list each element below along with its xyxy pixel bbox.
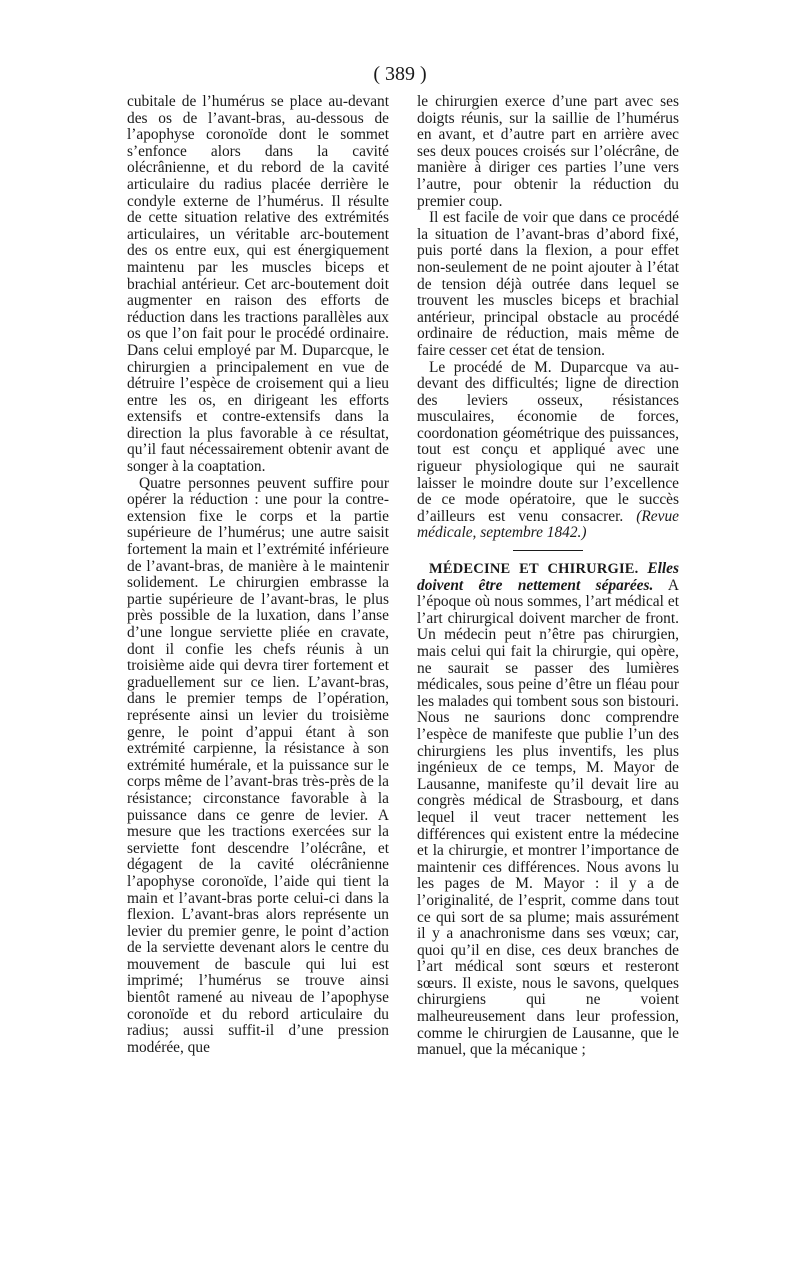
section-subtitle: Elles doivent être nettement séparées.: [417, 560, 679, 594]
right-paragraph-1: le chirurgien exerce d’une part avec ses doigts réunis, sur la saillie de l’humérus en avant, et d’autre part en arrière avec ses deux pouces croisés sur l’olécrâne, de manière à diriger ces parties l’une vers l’autre, pour obtenir la réduction du premier coup.: [417, 93, 679, 210]
section-divider: [513, 550, 583, 551]
source-citation: (Revue médicale, septembre 1842.): [417, 507, 679, 542]
right-paragraph-2: Il est facile de voir que dans ce procédé la situation de l’avant-bras d’abord fixé, puis porté dans la flexion, a pour effet non-seulement de ne point ajouter à l’état de tension déjà outrée dans lequel se trouvent les muscles biceps et brachial antérieur, principal obstacle au procédé ordinaire de réduction, mais même de faire cesser cet état de tension.: [417, 209, 679, 359]
left-column: [127, 94, 389, 1056]
section-heading: MÉDECINE ET CHIRURGIE.: [429, 561, 639, 578]
right-paragraph-3: [417, 360, 679, 543]
left-paragraph-1: cubitale de l’humérus se place au-devant des os de l’avant-bras, au-dessous de l’apophyse coronoïde dont le sommet s’enfonce alors dans la cavité olécrânienne, et du rebord de la cavité articulaire du radius placée derrière le condyle externe de l’humérus. Il résulte de cette situation relative des extrémités articulaires, un véritable arc-boutement des os entre eux, qui est énergiquement maintenu par les muscles biceps et brachial antérieur. Cet arc-boutement doit augmenter en raison des efforts de réduction dans les tractions parallèles aux os que l’on fait pour le procédé ordinaire. Dans celui employé par M. Duparcque, le chirurgien a principalement en vue de détruire l’espèce de croisement qui a lieu entre les os, en dirigeant les efforts extensifs et contre-extensifs dans la direction la plus favorable à ce résultat, qu’il faut nécessairement obtenir avant de songer à la coaptation.: [127, 93, 389, 476]
right-column: [417, 94, 679, 1059]
section-paragraph: [417, 561, 679, 1059]
left-paragraph-2: Quatre personnes peuvent suffire pour opérer la réduction : une pour la contre-extension fixe le corps et la partie supérieure de l’humérus; une autre saisit fortement la main et l’extrémité inférieure de l’avant-bras, de manière à le maintenir solidement. Le chirurgien embrasse la partie supérieure de l’avant-bras, le plus près possible de la luxation, dans l’anse d’une longue serviette pliée en cravate, dont il confie les chefs réunis à un troisième aide qui devra tirer fortement et graduellement sur ce lien. L’avant-bras, dans le premier temps de l’opération, représente ainsi un levier du troisième genre, le point d’appui étant à son extrémité carpienne, la résistance à son extrémité humérale, et la puissance sur le corps même de l’avant-bras très-près de la résistance; circonstance favorable à la puissance dans ce genre de levier. A mesure que les tractions exercées sur la serviette font descendre l’olécrâne, et dégagent de la cavité olécrânienne l’apophyse coronoïde, l’aide qui tient la main et l’avant-bras porte celui-ci dans la flexion. L’avant-bras alors représente un levier du premier genre, le point d’action de la serviette devenant alors le centre du mouvement de bascule qui lui est imprimé; l’humérus se trouve ainsi bientôt ramené au niveau de l’apophyse coronoïde et du rebord articulaire du radius; aussi suffit-il d’une pression modérée, que: [127, 474, 389, 1056]
page-number: ( 389 ): [373, 63, 427, 85]
right-paragraph-3-text: Le procédé de M. Duparcque va au-devant des difficultés; ligne de direction des leviers osseux, résistances musculaires, économie de forces, coordonation géométrique des puissances, tout est conçu et appliqué avec une rigueur physiologique qui ne saurait laisser le moindre doute sur l’excellence de ce mode opératoire, que le succès d’ailleurs est venu consacrer.: [417, 358, 679, 525]
section-body: A l’époque où nous sommes, l’art médical et l’art chirurgical doivent marcher de front. Un médecin peut n’être pas chirurgien, mais celui qui fait la chirurgie, qui opère, ne saurait se passer des lumières médicales, sous peine d’être un fléau pour les malades qui tombent sous son bistouri. Nous ne saurions donc comprendre l’espèce de manifeste que publie l’un des chirurgiens les plus inventifs, les plus ingénieux de ce temps, M. Mayor de Lausanne, manifeste qu’il devait lire au congrès médical de Strasbourg, et dans lequel il veut tracer nettement les différences qui existent entre la médecine et la chirurgie, et montrer l’importance de maintenir ces différences. Nous avons lu les pages de M. Mayor : il y a de l’originalité, de l’esprit, comme dans tout ce qui sort de sa plume; mais assurément il y a anachronisme dans ses vœux; car, quoi qu’il en dise, ces deux branches de l’art médical sont sœurs et resteront sœurs. Il existe, nous le savons, quelques chirurgiens qui ne voient malheureusement dans leur profession, comme le chirurgien de Lausanne, que le manuel, que la mécanique ;: [417, 576, 679, 1059]
